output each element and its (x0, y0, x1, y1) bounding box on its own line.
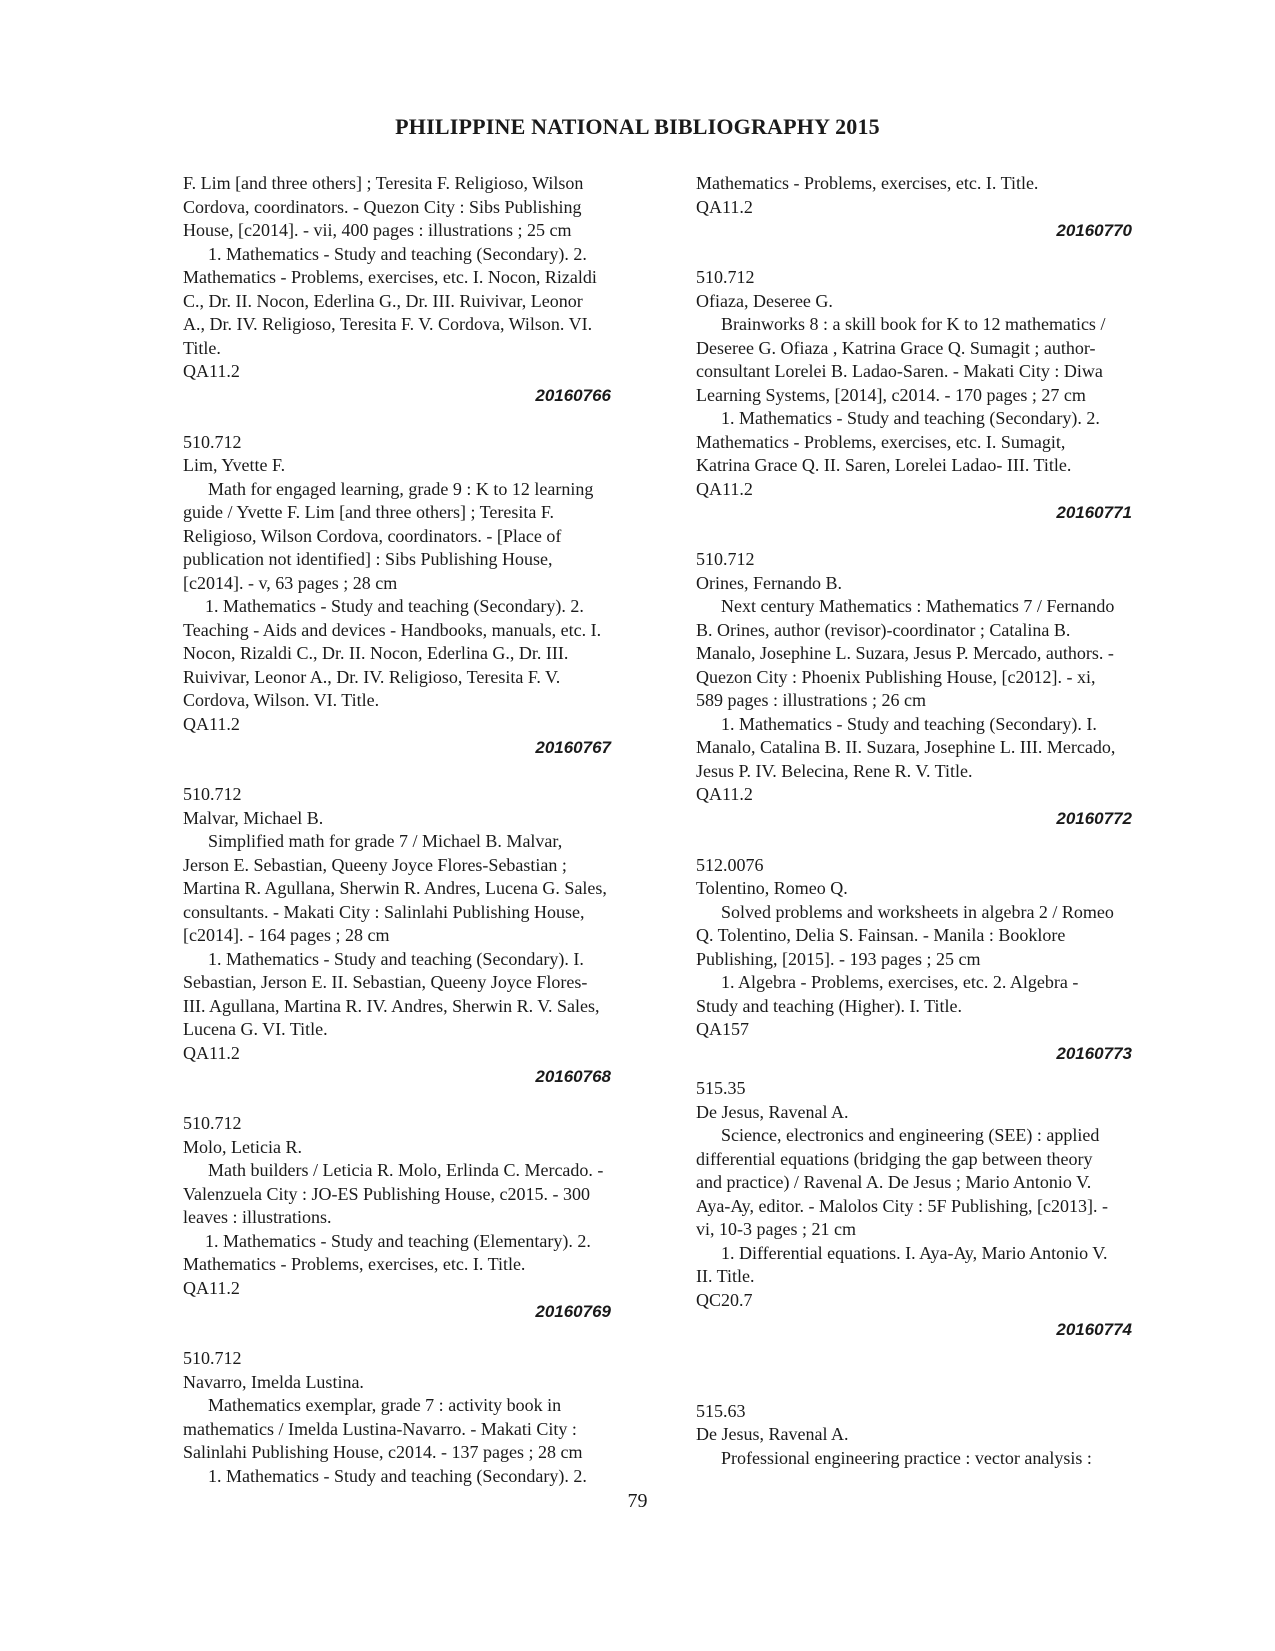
accession-number: 20160766 (535, 385, 611, 405)
dewey-call-number: 510.712 (183, 1348, 242, 1368)
entry-text-line: consultants. - Makati City : Salinlahi Publishing House, (183, 901, 585, 922)
entry-text-line: publication not identified] : Sibs Publishing House, (183, 549, 553, 569)
dewey-call-number: 515.63 (696, 1400, 746, 1421)
lc-call-number: QA11.2 (696, 478, 753, 499)
entry-text-line: Cordova, Wilson. VI. Title. (183, 690, 380, 710)
bib-entry (696, 172, 1174, 243)
entry-subjects-line: 1. Mathematics - Study and teaching (Secondary). I. (721, 713, 1097, 734)
bib-entry (183, 172, 653, 407)
bib-entry (696, 854, 1174, 1066)
entry-subjects-line: 1. Mathematics - Study and teaching (Secondary). 2. (721, 408, 1100, 428)
entry-author: De Jesus, Ravenal A. (696, 1101, 849, 1122)
entry-subjects-line: 1. Differential equations. I. Aya-Ay, Mario Antonio V. (721, 1242, 1108, 1263)
entry-text-line: leaves : illustrations. (183, 1207, 332, 1227)
entry-text-line: Martina R. Agullana, Sherwin R. Andres, Lucena G. Sales, (183, 878, 607, 898)
accession-number: 20160773 (1056, 1043, 1132, 1063)
page-title: PHILIPPINE NATIONAL BIBLIOGRAPHY 2015 (395, 114, 880, 139)
bib-entry (183, 783, 653, 1089)
lc-call-number: QC20.7 (696, 1289, 753, 1310)
lc-call-number: QA11.2 (696, 196, 753, 217)
entry-title-line: Math builders / Leticia R. Molo, Erlinda C. Mercado. - (208, 1160, 604, 1180)
entry-text-line: Ruivivar, Leonor A., Dr. IV. Religioso, Teresita F. V. (183, 666, 561, 687)
entry-text-line: Learning Systems, [2014], c2014. - 170 pages ; 27 cm (696, 384, 1086, 405)
accession-number: 20160769 (535, 1302, 611, 1321)
entry-title-line: Science, electronics and engineering (SEE) : applied (721, 1125, 1100, 1145)
entry-text-line: Mathematics - Problems, exercises, etc. I. Title. (183, 1254, 526, 1274)
entry-author: Tolentino, Romeo Q. (696, 878, 848, 898)
entry-text-line: mathematics / Imelda Lustina-Navarro. - Makati City : (183, 1418, 577, 1439)
entry-text-line: B. Orines, author (revisor)-coordinator ; Catalina B. (696, 619, 1071, 640)
accession-number: 20160774 (1056, 1320, 1132, 1339)
entry-subjects-line: 1. Algebra - Problems, exercises, etc. 2. Algebra - (721, 972, 1079, 992)
entry-text-line: III. Agullana, Martina R. IV. Andres, Sherwin R. V. Sales, (183, 995, 600, 1016)
entry-author: Molo, Leticia R. (183, 1136, 302, 1157)
entry-text-line: Sebastian, Jerson E. II. Sebastian, Queeny Joyce Flores- (183, 972, 588, 992)
entry-text-line: II. Title. (696, 1266, 755, 1286)
bib-entry (696, 1077, 1174, 1342)
entry-text-line: Manalo, Josephine L. Suzara, Jesus P. Mercado, authors. - (696, 643, 1114, 663)
entry-title-line: Solved problems and worksheets in algebra 2 / Romeo (721, 901, 1114, 922)
entry-subjects-line: 1. Mathematics - Study and teaching (Secondary). I. (208, 948, 584, 969)
entry-text-line: consultant Lorelei B. Ladao-Saren. - Makati City : Diwa (696, 361, 1103, 381)
entry-text-line: Katrina Grace Q. II. Saren, Lorelei Ladao- III. Title. (696, 455, 1072, 475)
bib-entry (696, 266, 1174, 525)
entry-text-line: F. Lim [and three others] ; Teresita F. Religioso, Wilson (183, 173, 584, 193)
entry-title-line: Mathematics exemplar, grade 7 : activity book in (208, 1395, 562, 1415)
entry-text-line: Q. Tolentino, Delia S. Fainsan. - Manila : Booklore (696, 925, 1066, 945)
entry-text-line: Jerson E. Sebastian, Queeny Joyce Flores-Sebastian ; (183, 854, 567, 875)
entry-title-line: Simplified math for grade 7 / Michael B. Malvar, (208, 831, 563, 851)
entry-text-line: Religioso, Wilson Cordova, coordinators. - [Place of (183, 525, 562, 546)
dewey-call-number: 512.0076 (696, 854, 764, 875)
bib-entry (183, 431, 653, 760)
accession-number: 20160772 (1056, 808, 1132, 828)
entry-title-line: Professional engineering practice : vector analysis : (721, 1447, 1092, 1468)
accession-number: 20160768 (535, 1067, 611, 1086)
entry-text-line: Salinlahi Publishing House, c2014. - 137 pages ; 28 cm (183, 1442, 583, 1462)
lc-call-number: QA11.2 (183, 361, 240, 381)
bib-entry (183, 1347, 653, 1488)
entry-text-line: Aya-Ay, editor. - Malolos City : 5F Publishing, [c2013]. - (696, 1195, 1109, 1216)
entry-author: Ofiaza, Deseree G. (696, 290, 833, 311)
entry-author: Orines, Fernando B. (696, 572, 842, 593)
left-column (183, 172, 653, 1488)
entry-text-line: [c2014]. - v, 63 pages ; 28 cm (183, 572, 398, 593)
entry-subjects-line: 1. Mathematics - Study and teaching (Secondary). 2. (208, 1465, 587, 1486)
entry-text-line: Quezon City : Phoenix Publishing House, [c2012]. - xi, (696, 666, 1096, 687)
lc-call-number: QA157 (696, 1019, 749, 1039)
entry-text-line: Study and teaching (Higher). I. Title. (696, 995, 962, 1016)
entry-text-line: Mathematics - Problems, exercises, etc. I. Nocon, Rizaldi (183, 267, 597, 287)
entry-author: De Jesus, Ravenal A. (696, 1424, 849, 1444)
entry-text-line: differential equations (bridging the gap between theory (696, 1148, 1093, 1169)
entry-text-line: Teaching - Aids and devices - Handbooks, manuals, etc. I. (183, 619, 602, 640)
page-number: 79 (627, 1490, 648, 1512)
accession-number: 20160767 (535, 738, 611, 757)
dewey-call-number: 510.712 (183, 431, 242, 452)
right-column (696, 172, 1174, 1470)
bib-entry (696, 548, 1174, 830)
entry-text-line: and practice) / Ravenal A. De Jesus ; Mario Antonio V. (696, 1172, 1092, 1192)
entry-subjects-line: 1. Mathematics - Study and teaching (Elementary). 2. (205, 1230, 591, 1251)
lc-call-number: QA11.2 (183, 1042, 240, 1063)
dewey-call-number: 510.712 (696, 267, 755, 287)
accession-number: 20160771 (1056, 503, 1132, 522)
entry-title-line: Math for engaged learning, grade 9 : K to 12 learning (208, 478, 594, 499)
entry-text-line: Lucena G. VI. Title. (183, 1019, 328, 1039)
entry-text-line: 589 pages : illustrations ; 26 cm (696, 690, 926, 710)
entry-text-line: guide / Yvette F. Lim [and three others] ; Teresita F. (183, 502, 554, 522)
entry-text-line: Publishing, [2015]. - 193 pages ; 25 cm (696, 948, 981, 969)
lc-call-number: QA11.2 (696, 784, 753, 804)
entry-text-line: Manalo, Catalina B. II. Suzara, Josephine L. III. Mercado, (696, 737, 1116, 757)
entry-text-line: Cordova, coordinators. - Quezon City : Sibs Publishing (183, 196, 582, 217)
entry-subjects-line: 1. Mathematics - Study and teaching (Secondary). 2. (205, 596, 584, 616)
entry-text-line: Title. (183, 337, 221, 358)
entry-text-line: [c2014]. - 164 pages ; 28 cm (183, 925, 390, 945)
entry-title-line: Next century Mathematics : Mathematics 7 / Fernando (721, 596, 1115, 616)
entry-text-line: vi, 10-3 pages ; 21 cm (696, 1219, 856, 1239)
entry-text-line: Mathematics - Problems, exercises, etc. I. Title. (696, 173, 1039, 193)
entry-text-line: Jesus P. IV. Belecina, Rene R. V. Title. (696, 760, 973, 781)
entry-title-line: Brainworks 8 : a skill book for K to 12 mathematics / (721, 314, 1106, 334)
entry-text-line: A., Dr. IV. Religioso, Teresita F. V. Cordova, Wilson. VI. (183, 314, 593, 334)
entry-text-line: Nocon, Rizaldi C., Dr. II. Nocon, Ederlina G., Dr. III. (183, 643, 569, 663)
dewey-call-number: 515.35 (696, 1078, 746, 1098)
bib-entry (696, 1400, 1174, 1471)
entry-author: Malvar, Michael B. (183, 807, 324, 828)
entry-subjects-line: 1. Mathematics - Study and teaching (Secondary). 2. (208, 243, 587, 264)
accession-number: 20160770 (1056, 221, 1132, 240)
entry-text-line: Deseree G. Ofiaza , Katrina Grace Q. Sumagit ; author- (696, 337, 1096, 358)
entry-text-line: House, [c2014]. - vii, 400 pages : illustrations ; 25 cm (183, 220, 572, 240)
entry-text-line: Valenzuela City : JO-ES Publishing House, c2015. - 300 (183, 1183, 590, 1204)
bib-entry (183, 1112, 653, 1324)
dewey-call-number: 510.712 (696, 549, 755, 569)
lc-call-number: QA11.2 (183, 713, 240, 734)
entry-author: Navarro, Imelda Lustina. (183, 1371, 364, 1392)
dewey-call-number: 510.712 (183, 1113, 242, 1133)
entry-text-line: Mathematics - Problems, exercises, etc. I. Sumagit, (696, 431, 1066, 452)
lc-call-number: QA11.2 (183, 1277, 240, 1298)
dewey-call-number: 510.712 (183, 784, 242, 804)
entry-text-line: C., Dr. II. Nocon, Ederlina G., Dr. III. Ruivivar, Leonor (183, 290, 583, 311)
entry-author: Lim, Yvette F. (183, 455, 286, 475)
